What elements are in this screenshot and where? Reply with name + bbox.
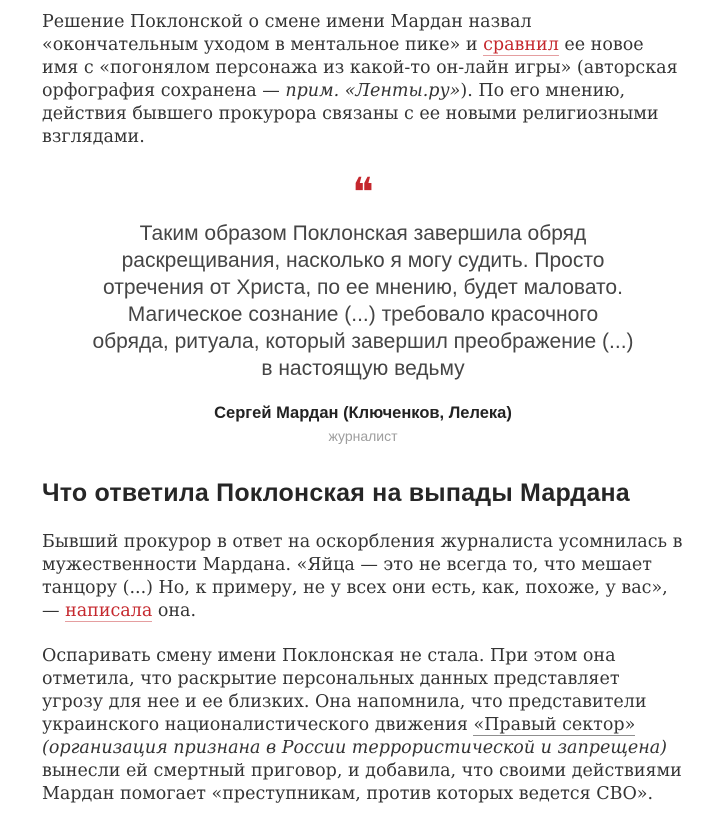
legal-disclaimer-italic: (организация признана в России террористической и запрещена) [42,738,667,758]
paragraph-text: вынесли ей смертный приговор, и добавила, что своими действиями Мардан помогает «преступникам, против которых ведется СВО». [42,761,682,804]
paragraph-text: Решение Поклонской о смене имени Мардан назвал «окончательным уходом в ментальное пике» и [42,12,532,55]
quote-author-role: журналист [328,428,398,444]
article-paragraph-3 [42,645,684,806]
pullquote-block [42,170,684,444]
quote-mark-icon: ❝ [352,170,374,216]
editorial-note-italic: прим. «Ленты.ру» [285,81,461,101]
paragraph-text: ее новое имя с «погонялом персонажа из какой-то он-лайн игры» (авторская орфография сохранена — [42,35,678,101]
article-paragraph-1 [42,11,684,149]
article-paragraph-2 [42,531,684,623]
inline-link-napisala[interactable]: написала [65,601,153,621]
paragraph-text: ). По его мнению, действия бывшего прокурора связаны с ее новыми религиозными взглядами. [42,81,659,147]
section-heading: Что ответила Поклонская на выпады Мардана [42,479,630,507]
paragraph-text: Бывший прокурор в ответ на оскорбления журналиста усомнилась в мужественности Мардана. «Яйца — это не всегда то, что мешает танцору (...) Но, к примеру, не у всех они есть, как, похоже, у вас», — [42,532,683,621]
quote-author: Сергей Мардан (Ключенков, Лелека) [214,404,512,422]
paragraph-text: она. [152,601,197,621]
inline-link-sravnil[interactable]: сравнил [483,35,559,55]
quote-text: Таким образом Поклонская завершила обряд раскрещивания, насколько я могу судить. Просто отречения от Христа, по ее мнению, будет маловато. Магическое сознание (...) требовало красочного обряда, ритуала, который завершил преображение (...) в настоящую ведьму [92,222,634,380]
quote-attribution [42,403,684,444]
inline-link-pravy-sektor[interactable]: «Правый сектор» [473,715,636,735]
paragraph-text: Оспаривать смену имени Поклонская не стала. При этом она отметила, что раскрытие персональных данных представляет угрозу для нее и ее близких. Она напомнила, что представители украинского националистического движения [42,646,647,735]
